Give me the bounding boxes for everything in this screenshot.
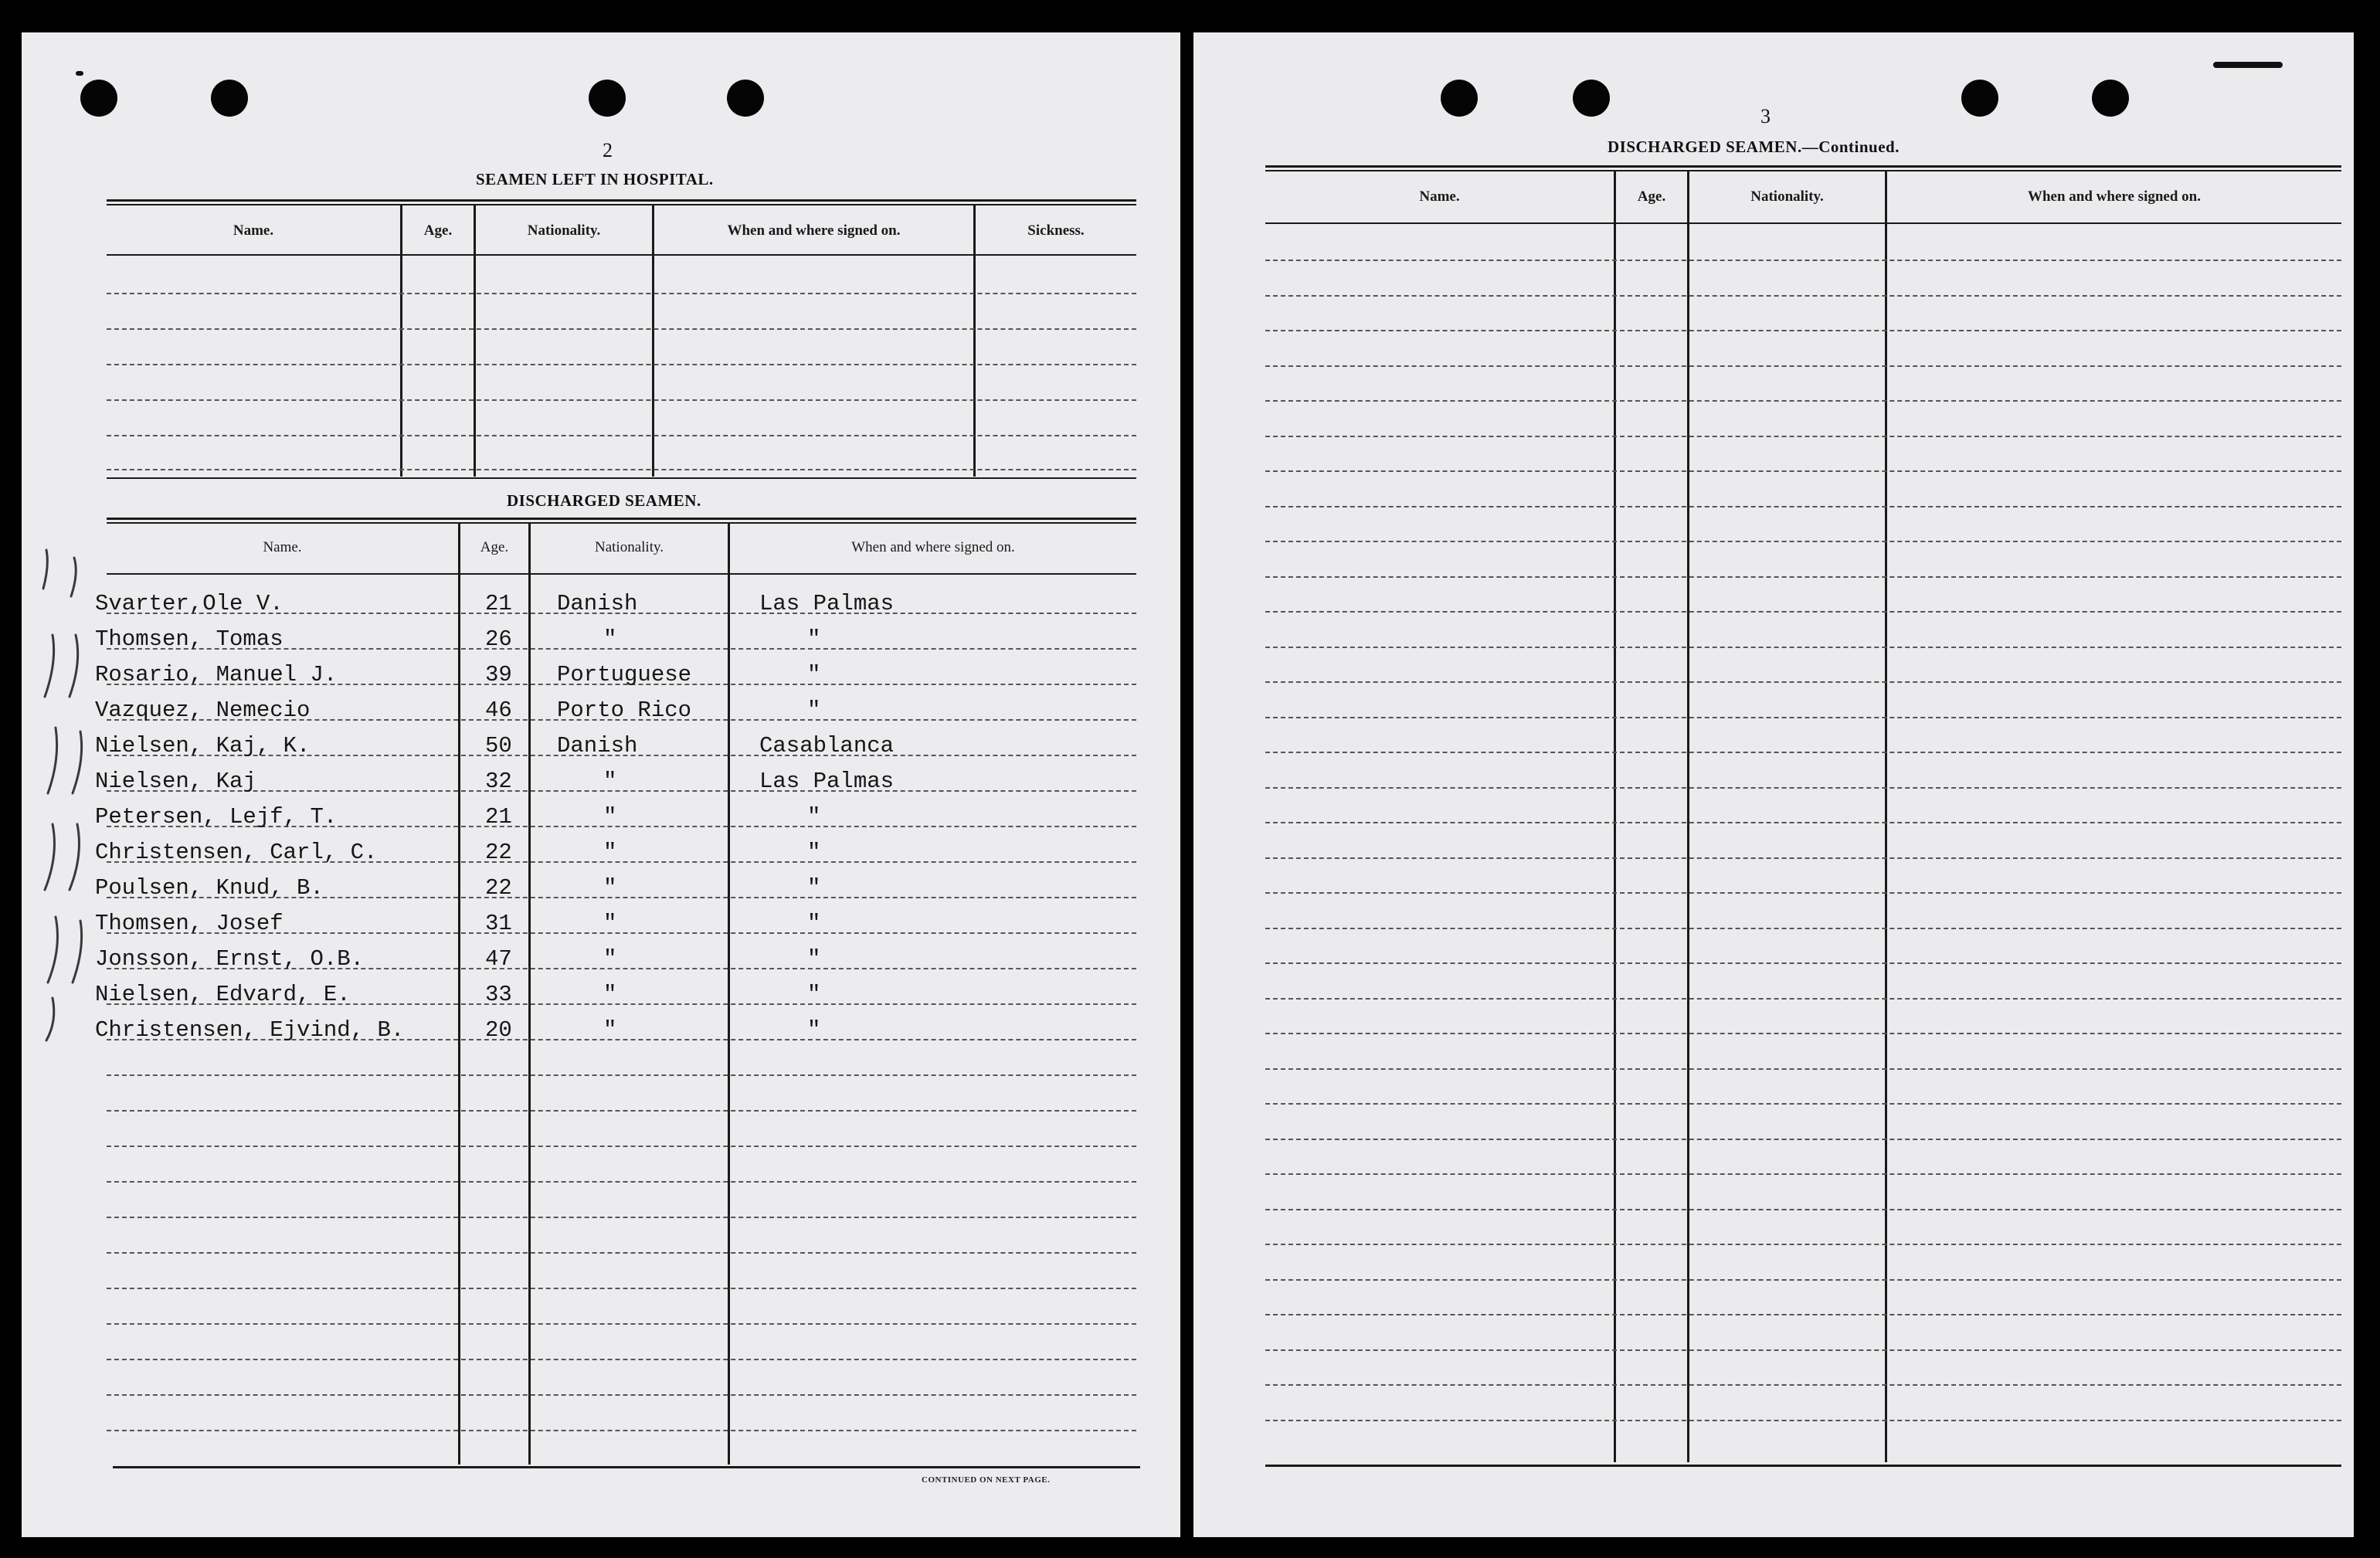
- right-row-line: [1265, 892, 2341, 894]
- seaman-signed-on: ": [807, 804, 821, 830]
- seaman-signed-on: Las Palmas: [759, 769, 895, 794]
- punch-hole-2: [211, 80, 248, 117]
- hospital-col-sickness: Sickness.: [1027, 222, 1085, 239]
- right-page: [1193, 32, 2354, 1537]
- seaman-signed-on: ": [807, 911, 821, 936]
- seaman-signed-on: ": [807, 626, 821, 652]
- hospital-row-line: [107, 364, 1136, 365]
- discharged-row-line: [107, 1430, 1136, 1431]
- right-row-line: [1265, 576, 2341, 578]
- right-row-line: [1265, 506, 2341, 507]
- seaman-nationality: ": [603, 769, 617, 794]
- punch-hole-8: [2092, 80, 2129, 117]
- right-row-line: [1265, 1244, 2341, 1245]
- right-row-line: [1265, 1349, 2341, 1351]
- right-row-line: [1265, 436, 2341, 437]
- seaman-name: Poulsen, Knud, B.: [95, 875, 324, 901]
- seaman-name: Thomsen, Josef: [95, 911, 283, 936]
- seaman-age: 47: [485, 946, 512, 972]
- right-row-line: [1265, 1139, 2341, 1140]
- hospital-row-line: [107, 469, 1136, 470]
- handwritten-check-marks: [22, 527, 107, 1052]
- hospital-top-rule-2: [107, 204, 1136, 205]
- right-col-divider: [1885, 170, 1887, 1462]
- right-row-line: [1265, 1209, 2341, 1210]
- scan-speck: [2213, 62, 2283, 68]
- right-row-line: [1265, 1420, 2341, 1421]
- right-row-line: [1265, 470, 2341, 472]
- seaman-name: Vazquez, Nemecio: [95, 698, 311, 723]
- right-col-age: Age.: [1637, 188, 1666, 205]
- page-number: 3: [1760, 105, 1771, 127]
- punch-hole-7: [1961, 80, 1998, 117]
- discharged-row-line: [107, 1359, 1136, 1360]
- seaman-signed-on: ": [807, 698, 821, 723]
- seaman-age: 50: [485, 733, 512, 759]
- right-row-line: [1265, 681, 2341, 683]
- seaman-age: 21: [485, 591, 512, 616]
- discharged-row-line: [107, 1074, 1136, 1076]
- seaman-nationality: ": [603, 626, 617, 652]
- seaman-nationality: ": [603, 911, 617, 936]
- right-row-line: [1265, 365, 2341, 367]
- seaman-nationality: ": [603, 1017, 617, 1043]
- discharged-row-line: [107, 1181, 1136, 1183]
- right-top-rule-2: [1265, 170, 2341, 171]
- right-col-divider: [1687, 170, 1689, 1462]
- right-row-line: [1265, 787, 2341, 789]
- right-row-line: [1265, 998, 2341, 1000]
- right-col-signed-on: When and where signed on.: [2027, 188, 2201, 205]
- right-row-line: [1265, 647, 2341, 648]
- seaman-nationality: Porto Rico: [557, 698, 692, 723]
- seaman-signed-on: ": [807, 662, 821, 687]
- discharged-row-line: [107, 790, 1136, 792]
- hospital-row-line: [107, 293, 1136, 294]
- right-row-line: [1265, 260, 2341, 261]
- seaman-name: Nielsen, Kaj: [95, 769, 256, 794]
- discharged-row-line: [107, 1110, 1136, 1112]
- discharged-row-line: [107, 1217, 1136, 1218]
- right-col-divider: [1614, 170, 1616, 1462]
- discharged-header-rule: [107, 573, 1136, 575]
- seaman-age: 32: [485, 769, 512, 794]
- discharged-col-signed-on: When and where signed on.: [851, 539, 1015, 555]
- seaman-signed-on: Casablanca: [759, 733, 895, 759]
- seaman-age: 33: [485, 982, 512, 1007]
- seaman-signed-on: ": [807, 1017, 821, 1043]
- seaman-nationality: Danish: [557, 591, 638, 616]
- discharged-top-rule: [107, 518, 1136, 520]
- right-row-line: [1265, 822, 2341, 823]
- hospital-top-rule: [107, 199, 1136, 202]
- seaman-name: Svarter,Ole V.: [95, 591, 283, 616]
- right-row-line: [1265, 1103, 2341, 1105]
- right-bottom-rule: [1265, 1465, 2341, 1467]
- seaman-signed-on: ": [807, 875, 821, 901]
- seaman-nationality: ": [603, 946, 617, 972]
- right-row-line: [1265, 1384, 2341, 1386]
- right-row-line: [1265, 1279, 2341, 1281]
- seaman-signed-on: Las Palmas: [759, 591, 895, 616]
- discharged-section-title: DISCHARGED SEAMEN.: [507, 491, 701, 510]
- continued-note: CONTINUED ON NEXT PAGE.: [922, 1475, 1051, 1485]
- seaman-signed-on: ": [807, 982, 821, 1007]
- seaman-name: Petersen, Lejf, T.: [95, 804, 338, 830]
- right-row-line: [1265, 1173, 2341, 1175]
- hospital-row-line: [107, 399, 1136, 401]
- seaman-name: Nielsen, Edvard, E.: [95, 982, 351, 1007]
- right-row-line: [1265, 1314, 2341, 1315]
- seaman-age: 31: [485, 911, 512, 936]
- seaman-nationality: ": [603, 982, 617, 1007]
- seaman-signed-on: ": [807, 946, 821, 972]
- seaman-signed-on: ": [807, 840, 821, 865]
- hospital-col-signed-on: When and where signed on.: [727, 222, 901, 239]
- punch-hole-1: [80, 80, 117, 117]
- seaman-age: 21: [485, 804, 512, 830]
- seaman-name: Nielsen, Kaj, K.: [95, 733, 311, 759]
- right-row-line: [1265, 330, 2341, 331]
- seaman-age: 39: [485, 662, 512, 687]
- hospital-col-nationality: Nationality.: [527, 222, 601, 239]
- hospital-section-title: SEAMEN LEFT IN HOSPITAL.: [476, 170, 714, 188]
- discharged-row-line: [107, 1146, 1136, 1147]
- right-row-line: [1265, 1033, 2341, 1034]
- seaman-nationality: ": [603, 840, 617, 865]
- discharged-col-age: Age.: [480, 539, 509, 555]
- right-row-line: [1265, 611, 2341, 613]
- right-row-line: [1265, 400, 2341, 402]
- seaman-name: Christensen, Ejvind, B.: [95, 1017, 405, 1043]
- hospital-col-name: Name.: [233, 222, 274, 239]
- right-row-line: [1265, 1068, 2341, 1070]
- right-row-line: [1265, 752, 2341, 753]
- scan-speck: [76, 71, 83, 76]
- discharged-row-line: [107, 1394, 1136, 1396]
- seaman-age: 20: [485, 1017, 512, 1043]
- hospital-header-rule: [107, 254, 1136, 256]
- discharged-row-line: [107, 1288, 1136, 1289]
- right-row-line: [1265, 717, 2341, 718]
- seaman-nationality: Portuguese: [557, 662, 692, 687]
- right-header-rule: [1265, 222, 2341, 224]
- punch-hole-5: [1441, 80, 1478, 117]
- discharged-col-name: Name.: [263, 539, 302, 555]
- right-row-line: [1265, 295, 2341, 297]
- page-number: 2: [603, 139, 613, 161]
- right-col-nationality: Nationality.: [1750, 188, 1824, 205]
- right-row-line: [1265, 857, 2341, 859]
- right-row-line: [1265, 541, 2341, 542]
- seaman-nationality: Danish: [557, 733, 638, 759]
- seaman-name: Jonsson, Ernst, O.B.: [95, 946, 365, 972]
- discharged-row-line: [107, 1323, 1136, 1325]
- right-col-name: Name.: [1419, 188, 1460, 205]
- discharged-continued-title: DISCHARGED SEAMEN.—Continued.: [1608, 137, 1900, 156]
- seaman-name: Rosario, Manuel J.: [95, 662, 338, 687]
- left-page: [22, 32, 1180, 1537]
- right-row-line: [1265, 928, 2341, 929]
- discharged-row-line: [107, 1252, 1136, 1254]
- discharged-top-rule-2: [107, 522, 1136, 524]
- seaman-name: Thomsen, Tomas: [95, 626, 283, 652]
- seaman-age: 46: [485, 698, 512, 723]
- punch-hole-6: [1573, 80, 1610, 117]
- hospital-col-age: Age.: [423, 222, 453, 239]
- seaman-age: 26: [485, 626, 512, 652]
- seaman-name: Christensen, Carl, C.: [95, 840, 378, 865]
- right-row-line: [1265, 962, 2341, 964]
- seaman-age: 22: [485, 840, 512, 865]
- hospital-row-line: [107, 328, 1136, 330]
- punch-hole-4: [727, 80, 764, 117]
- seaman-age: 22: [485, 875, 512, 901]
- discharged-col-nationality: Nationality.: [595, 539, 664, 555]
- punch-hole-3: [589, 80, 626, 117]
- hospital-bottom-rule: [107, 477, 1136, 479]
- right-top-rule: [1265, 165, 2341, 168]
- seaman-nationality: ": [603, 804, 617, 830]
- seaman-nationality: ": [603, 875, 617, 901]
- discharged-bottom-rule: [113, 1466, 1140, 1468]
- hospital-row-line: [107, 435, 1136, 436]
